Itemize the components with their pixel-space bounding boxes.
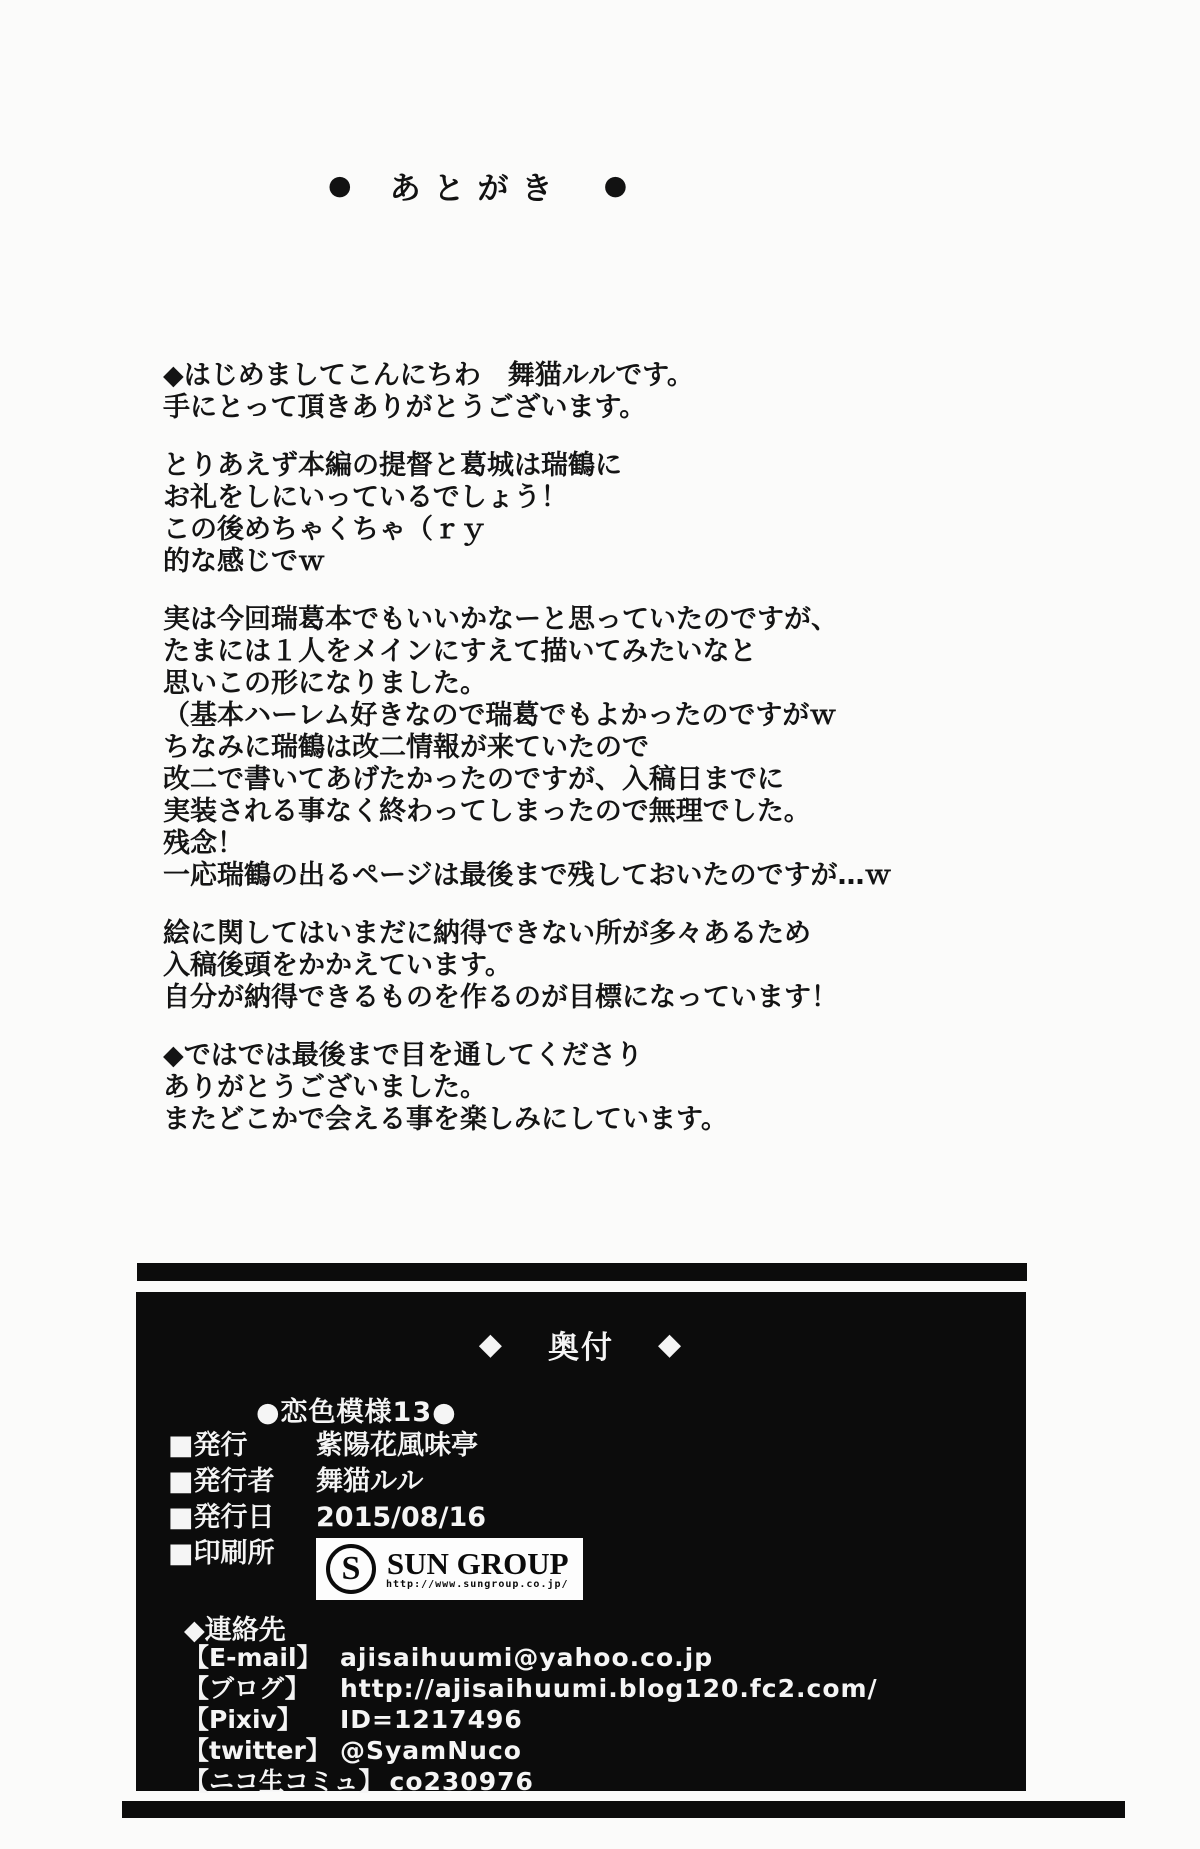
text-line: 改二で書いてあげたかったのですが、入稿日までに <box>163 764 784 795</box>
text-line: 実は今回瑞葛本でもいいかなーと思っていたのですが、 <box>163 604 838 635</box>
twitter-row <box>184 1735 994 1766</box>
text-line: またどこかで会える事を楽しみにしています。 <box>163 1104 728 1135</box>
author-row <box>168 1464 988 1500</box>
printer-url: http://www.sungroup.co.jp/ <box>386 1578 569 1590</box>
contact-header: ◆連絡先 <box>184 1615 286 1646</box>
date-row <box>168 1500 988 1536</box>
text-line: 絵に関してはいまだに納得できない所が多々あるため <box>163 918 811 949</box>
afterword-title <box>328 163 627 208</box>
divider-rule-bottom <box>122 1801 1125 1818</box>
nico-community-row <box>184 1766 994 1797</box>
diamond-decor-icon: ◆ <box>478 1327 504 1362</box>
text-line: たまには１人をメインにすえて描いてみたいなと <box>163 636 757 667</box>
text-line: とりあえず本編の提督と葛城は瑞鶴に <box>163 450 622 481</box>
text-line: 入稿後頭をかかえています。 <box>163 950 512 981</box>
row-value: co230976 <box>389 1767 534 1796</box>
email-row <box>184 1642 994 1673</box>
row-label: 【twitter】 <box>184 1736 331 1765</box>
row-label: ■発行日 <box>168 1502 275 1533</box>
row-label: 【E-mail】 <box>184 1643 322 1672</box>
publisher-row <box>168 1428 988 1464</box>
diamond-decor-icon: ◆ <box>658 1327 684 1362</box>
text-line: 実装される事なく終わってしまったので無理でした。 <box>163 796 811 827</box>
text-line: お礼をしにいっているでしょう！ <box>163 482 568 513</box>
row-label: ■発行 <box>168 1430 248 1461</box>
row-value: 紫陽花風味亭 <box>316 1430 478 1461</box>
colophon-header <box>136 1322 1026 1367</box>
text-line: 自分が納得できるものを作るのが目標になっています！ <box>163 982 838 1013</box>
row-value: 2015/08/16 <box>316 1502 487 1533</box>
text-line: この後めちゃくちゃ（ｒｙ <box>163 514 487 545</box>
afterword-paragraph <box>163 918 1043 1014</box>
printer-name: SUN GROUP <box>386 1545 569 1581</box>
contact-info <box>184 1642 994 1797</box>
sun-group-logo-icon: S <box>326 1544 376 1594</box>
row-label: 【ブログ】 <box>184 1674 310 1703</box>
text-line: ちなみに瑞鶴は改二情報が来ていたので <box>163 732 649 763</box>
page-title: あとがき <box>389 171 566 207</box>
pixiv-row <box>184 1704 994 1735</box>
text-line: 残念！ <box>163 828 244 859</box>
circle-decor-icon: ● <box>328 170 352 201</box>
publication-info <box>168 1428 988 1600</box>
row-label: ■印刷所 <box>168 1538 275 1569</box>
text-line: ◆ではでは最後まで目を通してくださり <box>163 1040 643 1071</box>
colophon-title: 奥付 <box>548 1330 614 1366</box>
series-title: ●恋色模様13● <box>256 1397 457 1428</box>
row-value: ID=1217496 <box>340 1705 523 1734</box>
row-value: @SyamNuco <box>340 1736 522 1765</box>
blog-row <box>184 1673 994 1704</box>
divider-rule-top <box>137 1263 1027 1281</box>
afterword-paragraph <box>163 604 1043 892</box>
row-value: 舞猫ルル <box>316 1466 424 1497</box>
text-line: （基本ハーレム好きなので瑞葛でもよかったのですがｗ <box>163 700 837 731</box>
row-value: ajisaihuumi@yahoo.co.jp <box>340 1643 714 1672</box>
text-line: ◆はじめましてこんにちわ 舞猫ルルです。 <box>163 360 694 391</box>
text-line: 手にとって頂きありがとうございます。 <box>163 392 647 423</box>
row-label: 【Pixiv】 <box>184 1705 302 1734</box>
circle-decor-icon: ● <box>603 170 628 201</box>
text-line: 的な感じでｗ <box>163 546 325 577</box>
afterword-body <box>163 360 1043 1162</box>
printer-row <box>168 1536 988 1600</box>
afterword-paragraph <box>163 360 1043 424</box>
afterword-paragraph <box>163 1040 1043 1136</box>
text-line: ありがとうございました。 <box>163 1072 487 1103</box>
colophon-box <box>136 1292 1026 1796</box>
printer-logo-text <box>386 1545 569 1590</box>
text-line: 思いこの形になりました。 <box>163 668 487 699</box>
row-label: 【ニコ生コミュ】 <box>184 1767 384 1796</box>
row-value: http://ajisaihuumi.blog120.fc2.com/ <box>340 1674 878 1703</box>
row-label: ■発行者 <box>168 1466 275 1497</box>
afterword-paragraph <box>163 450 1043 578</box>
printer-logo <box>316 1538 583 1600</box>
text-line: 一応瑞鶴の出るページは最後まで残しておいたのですが…ｗ <box>163 860 892 891</box>
